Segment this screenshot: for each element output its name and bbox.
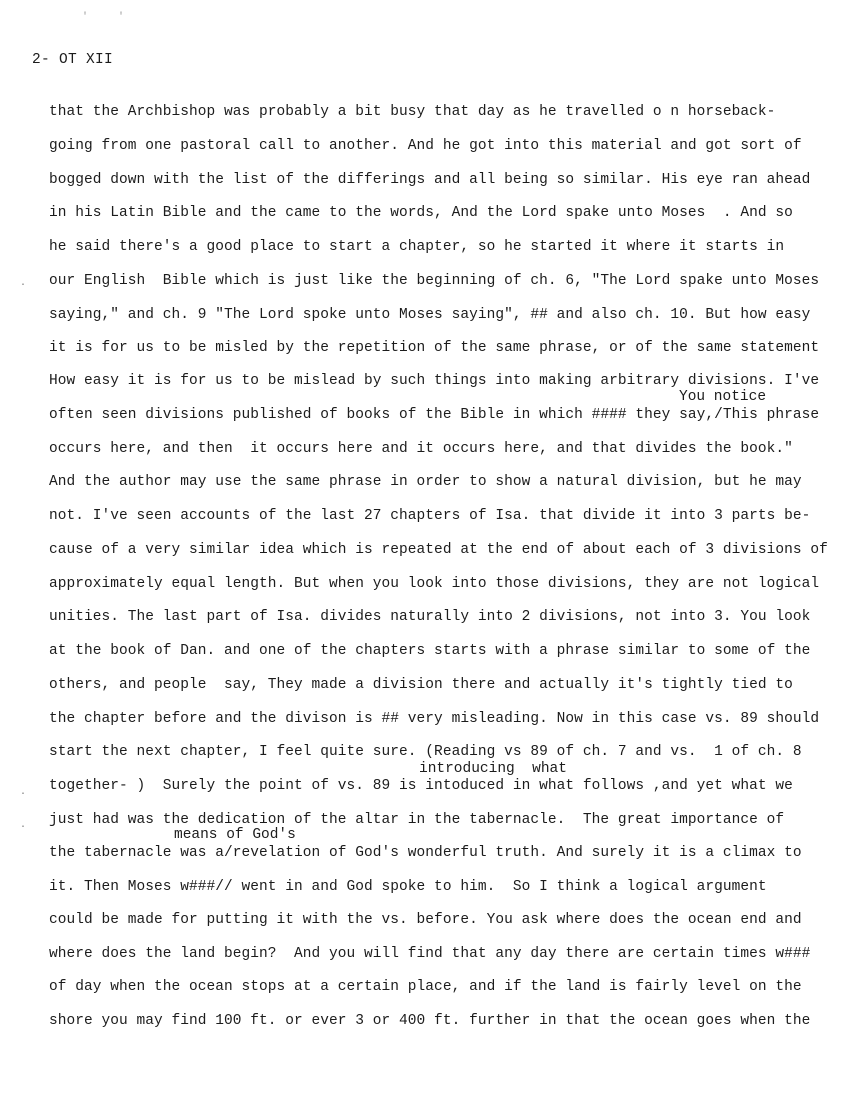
typed-insertion: introducing what: [419, 761, 567, 777]
text-line: he said there's a good place to start a chapter, so he started it where it starts in: [49, 239, 785, 255]
text-line: cause of a very similar idea which is repeated at the end of about each of 3 divisions of: [49, 542, 828, 558]
text-line: others, and people say, They made a division there and actually it's tightly tied to: [49, 677, 793, 693]
text-line: often seen divisions published of books of the Bible in which #### they say,/This phrase: [49, 407, 820, 423]
text-line: could be made for putting it with the vs. before. You ask where does the ocean end and: [49, 912, 802, 928]
text-line: saying," and ch. 9 "The Lord spoke unto Moses saying", ## and also ch. 10. But how easy: [49, 307, 811, 323]
text-line: shore you may find 100 ft. or ever 3 or 400 ft. further in that the ocean goes when the: [49, 1013, 811, 1029]
margin-mark: ·: [20, 822, 27, 833]
text-line: bogged down with the list of the differings and all being so similar. His eye ran ahead: [49, 172, 811, 188]
margin-mark: ·: [20, 789, 27, 800]
text-line: going from one pastoral call to another. And he got into this material and got sort of: [49, 138, 802, 154]
text-line: our English Bible which is just like the beginning of ch. 6, "The Lord spake unto Moses: [49, 273, 820, 289]
page-header: 2- OT XII: [32, 52, 114, 68]
text-line: it is for us to be misled by the repetition of the same phrase, or of the same statement: [49, 340, 820, 356]
typed-insertion: You notice: [679, 389, 767, 405]
text-line: it. Then Moses w###// went in and God spoke to him. So I think a logical argument: [49, 879, 767, 895]
text-line: in his Latin Bible and the came to the words, And the Lord spake unto Moses . And so: [49, 205, 793, 221]
text-line: approximately equal length. But when you look into those divisions, they are not logical: [49, 576, 820, 592]
text-line: start the next chapter, I feel quite sure. (Reading vs 89 of ch. 7 and vs. 1 of ch. 8: [49, 744, 802, 760]
text-line: unities. The last part of Isa. divides naturally into 2 divisions, not into 3. You look: [49, 609, 811, 625]
margin-mark: ·: [20, 280, 27, 291]
text-line: How easy it is for us to be mislead by such things into making arbitrary divisions. I've: [49, 373, 820, 389]
text-line: together- ) Surely the point of vs. 89 is intoduced in what follows ,and yet what we: [49, 778, 793, 794]
typed-insertion: means of God's: [174, 827, 296, 843]
text-line: at the book of Dan. and one of the chapters starts with a phrase similar to some of the: [49, 643, 811, 659]
text-line: just had was the dedication of the altar in the tabernacle. The great importance of: [49, 812, 785, 828]
text-line: not. I've seen accounts of the last 27 chapters of Isa. that divide it into 3 parts be-: [49, 508, 811, 524]
text-line: that the Archbishop was probably a bit busy that day as he travelled o n horseback-: [49, 104, 776, 120]
text-line: And the author may use the same phrase in order to show a natural division, but he may: [49, 474, 802, 490]
text-line: the chapter before and the divison is ## very misleading. Now in this case vs. 89 should: [49, 711, 820, 727]
scan-specks: ' ': [82, 12, 137, 23]
text-line: of day when the ocean stops at a certain place, and if the land is fairly level on the: [49, 979, 802, 995]
text-line: where does the land begin? And you will find that any day there are certain times w###: [49, 946, 811, 962]
text-line: the tabernacle was a/revelation of God's wonderful truth. And surely it is a climax to: [49, 845, 802, 861]
text-line: occurs here, and then it occurs here and it occurs here, and that divides the book.": [49, 441, 793, 457]
